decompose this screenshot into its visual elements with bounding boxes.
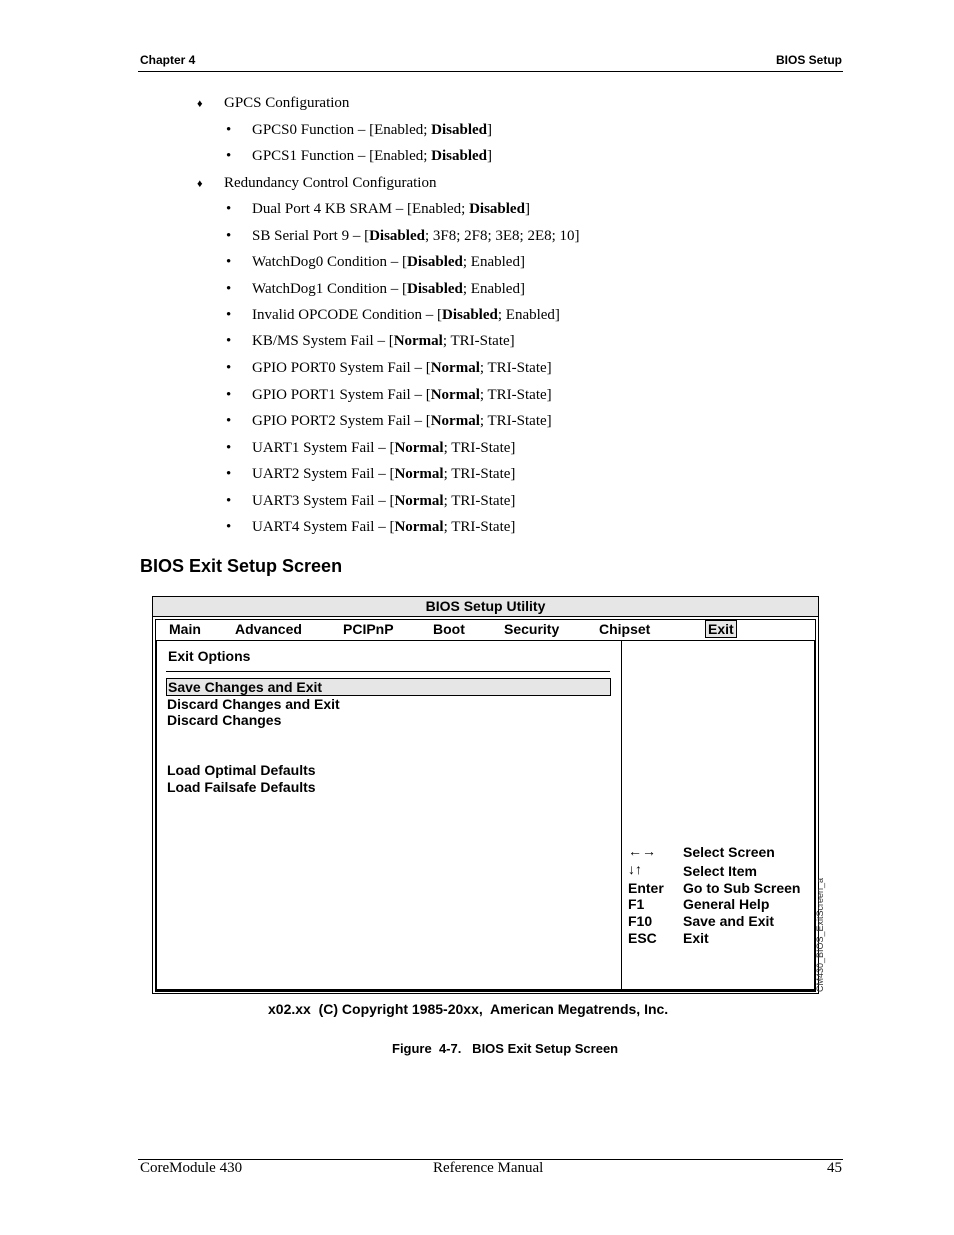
header-section: BIOS Setup — [775, 53, 842, 67]
bullet-icon: • — [226, 413, 232, 429]
diamond-bullet-icon: ♦ — [197, 178, 203, 190]
list-item: • UART1 System Fail – [Normal; TRI-State] — [226, 440, 516, 456]
menu-tab-chipset[interactable]: Chipset — [599, 621, 651, 637]
bullet-icon: • — [226, 333, 232, 349]
key-desc: Exit — [683, 930, 709, 946]
panel-title-rule — [166, 671, 610, 672]
option-discard-changes-exit[interactable]: Discard Changes and Exit — [167, 696, 340, 712]
footer-doc-title: Reference Manual — [433, 1160, 544, 1176]
bullet-icon: • — [226, 493, 232, 509]
option-save-changes-exit[interactable]: Save Changes and Exit — [166, 678, 611, 696]
key-f1: F1 — [628, 896, 645, 912]
header-chapter: Chapter 4 — [140, 53, 196, 67]
bullet-icon: • — [226, 519, 232, 535]
figure-id-label: CM430_BIOS_ExitScreen_a — [815, 877, 825, 992]
menu-tab-advanced[interactable]: Advanced — [235, 621, 302, 637]
list-item: • GPCS1 Function – [Enabled; Disabled] — [226, 148, 493, 164]
bios-title-bar: BIOS Setup Utility — [152, 596, 819, 617]
list-item: • GPIO PORT0 System Fail – [Normal; TRI-State] — [226, 360, 552, 376]
list-item: • KB/MS System Fail – [Normal; TRI-State] — [226, 333, 515, 349]
bullet-icon: • — [226, 122, 232, 138]
list-item: • UART4 System Fail – [Normal; TRI-State] — [226, 519, 516, 535]
option-discard-changes[interactable]: Discard Changes — [167, 712, 282, 728]
key-desc: General Help — [683, 896, 770, 912]
bullet-icon: • — [226, 228, 232, 244]
menu-tab-security[interactable]: Security — [504, 621, 560, 637]
menu-tab-exit[interactable]: Exit — [705, 620, 737, 638]
bullet-icon: • — [226, 281, 232, 297]
bullet-icon: • — [226, 360, 232, 376]
menu-tab-boot[interactable]: Boot — [433, 621, 465, 637]
bullet-icon: • — [226, 254, 232, 270]
header-rule — [138, 71, 843, 72]
key-left-right-arrows: ←→ — [628, 843, 656, 859]
bullet-icon: • — [226, 387, 232, 403]
menu-tab-pcipnp[interactable]: PCIPnP — [343, 621, 394, 637]
bullet-icon: • — [226, 466, 232, 482]
list-item: • GPCS0 Function – [Enabled; Disabled] — [226, 122, 493, 138]
option-load-optimal-defaults[interactable]: Load Optimal Defaults — [167, 762, 316, 778]
bullet-icon: • — [226, 201, 232, 217]
list-item: • UART3 System Fail – [Normal; TRI-State] — [226, 493, 516, 509]
key-desc: Go to Sub Screen — [683, 880, 801, 896]
bios-panel-divider — [621, 641, 622, 990]
list-heading-gpcs: ♦ GPCS Configuration — [197, 95, 350, 111]
list-item: • Invalid OPCODE Condition – [Disabled; Enabled] — [226, 307, 560, 323]
list-item: • GPIO PORT1 System Fail – [Normal; TRI-State] — [226, 387, 552, 403]
option-load-failsafe-defaults[interactable]: Load Failsafe Defaults — [167, 779, 316, 795]
bios-copyright: x02.xx (C) Copyright 1985-20xx, American Megatrends, Inc. — [268, 1001, 669, 1017]
key-down-up-arrows: ↓↑ — [628, 861, 642, 877]
key-f10: F10 — [628, 913, 653, 929]
key-desc: Save and Exit — [683, 913, 775, 929]
list-item: • GPIO PORT2 System Fail – [Normal; TRI-State] — [226, 413, 552, 429]
page-number: 45 — [827, 1160, 842, 1176]
panel-title: Exit Options — [168, 648, 251, 664]
section-title: BIOS Exit Setup Screen — [140, 556, 343, 576]
menu-tab-main[interactable]: Main — [169, 621, 201, 637]
bullet-icon: • — [226, 148, 232, 164]
key-esc: ESC — [628, 930, 657, 946]
bios-bottom-rule — [156, 989, 815, 991]
key-desc: Select Item — [683, 863, 757, 879]
list-item: • WatchDog0 Condition – [Disabled; Enabled] — [226, 254, 525, 270]
list-item: • WatchDog1 Condition – [Disabled; Enabled] — [226, 281, 525, 297]
list-heading-redundancy: ♦ Redundancy Control Configuration — [197, 175, 437, 191]
bullet-icon: • — [226, 307, 232, 323]
figure-caption: Figure 4-7. BIOS Exit Setup Screen — [392, 1041, 619, 1056]
list-item: • Dual Port 4 KB SRAM – [Enabled; Disabled] — [226, 201, 530, 217]
list-item: • UART2 System Fail – [Normal; TRI-State] — [226, 466, 516, 482]
list-item: • SB Serial Port 9 – [Disabled; 3F8; 2F8; 3E8; 2E8; 10] — [226, 228, 580, 244]
key-enter: Enter — [628, 880, 664, 896]
bullet-icon: • — [226, 440, 232, 456]
diamond-bullet-icon: ♦ — [197, 98, 203, 110]
key-desc: Select Screen — [683, 844, 775, 860]
footer-product: CoreModule 430 — [140, 1160, 243, 1176]
